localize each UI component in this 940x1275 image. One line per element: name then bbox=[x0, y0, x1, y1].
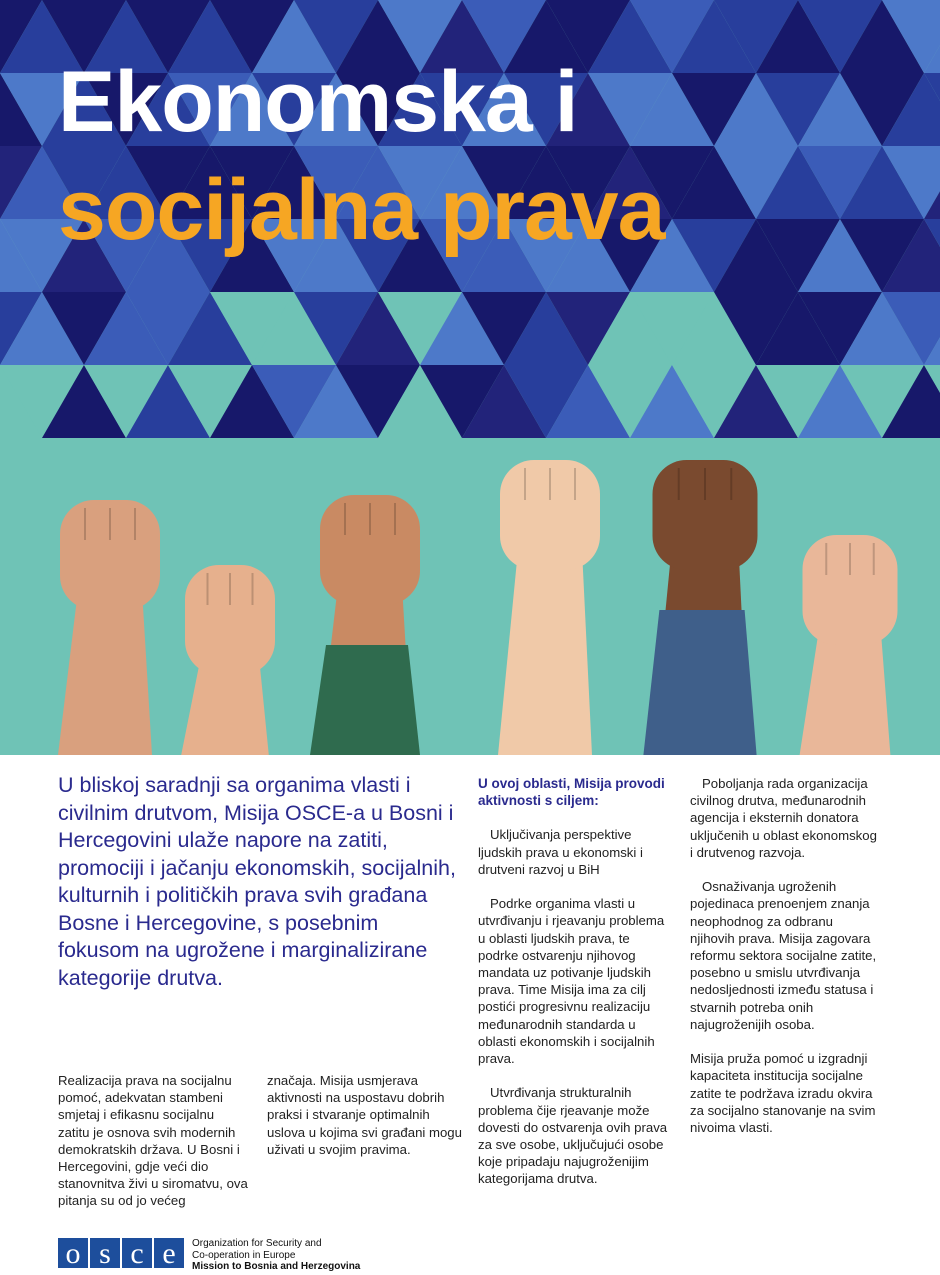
title-line-2: socijalna prava bbox=[58, 162, 665, 258]
logo-letter: s bbox=[90, 1238, 120, 1268]
lead-paragraph: U bliskoj saradnji sa organima vlasti i civilnim drutvom, Misija OSCE-a u Bosni i Hercegovini ulaže napore na zatiti, promociji i jačanju ekonomskih, socijalnih, kulturnih i političkih prava svih građana Bosne i Hercegovine, s posebnim fokusom na ugrožene i marginalizirane kategorije drutva. bbox=[58, 773, 456, 990]
title-line-1: Ekonomska i bbox=[58, 54, 578, 150]
activity-item: Podrke organima vlasti u utvrđivanju i rjeavanju problema u oblasti ljudskih prava, te podrke ostvarenju njihovog mandata uz potivanje ljudskih prava. Time Misija ima za cilj postići progresivnu realizaciju međunarodnih standarda u oblasti ekonomskih i socijalnih prava. bbox=[478, 896, 665, 1067]
activity-item: Osnaživanja ugroženih pojedinaca prenoenjem znanja neophodnog za odbranu njihovih prava. Misija zagovara reformu sektora socijalne zatite, posebno u smislu utvrđivanja nedosljednosti između statusa i stvarnih potreba onih najugroženijih osoba. bbox=[690, 879, 877, 1032]
sleeve bbox=[643, 610, 756, 755]
osce-footer bbox=[58, 1238, 360, 1274]
activities-column-2 bbox=[690, 775, 880, 1153]
activity-item: Uključivanja perspektive ljudskih prava u ekonomski i drutveni razvoj u BiH bbox=[478, 827, 643, 877]
activities-heading: U ovoj oblasti, Misija provodi aktivnosti s ciljem: bbox=[478, 776, 665, 809]
osce-logo bbox=[58, 1238, 186, 1268]
organization-name bbox=[192, 1238, 360, 1273]
activities-column-1 bbox=[478, 775, 668, 1205]
logo-letter: e bbox=[154, 1238, 184, 1268]
org-line-1: Organization for Security and bbox=[192, 1238, 322, 1249]
activity-item: Poboljanja rada organizacija civilnog drutva, međunarodnih agencija i eksternih donatora uključenih u oblast ekonomskog i drutvenog razvoja. bbox=[690, 776, 877, 860]
mission-name: Mission to Bosnia and Herzegovina bbox=[192, 1261, 361, 1272]
intro-text-2: značaja. Misija usmjerava aktivnosti na uspostavu dobrih praksi i stvaranje optimalnih uslova u kojima svi građani mogu uživati u svojim pravima. bbox=[267, 1073, 462, 1157]
sleeve bbox=[310, 645, 420, 755]
logo-letter: o bbox=[58, 1238, 88, 1268]
intro-column-1 bbox=[58, 1072, 248, 1227]
org-line-2: Co-operation in Europe bbox=[192, 1249, 296, 1261]
logo-letter: c bbox=[122, 1238, 152, 1268]
activity-item: Utvrđivanja strukturalnih problema čije rjeavanje može dovesti do ostvarenja ovih prava za sve osobe, uključujući osobe koje pripadaju najugroženijim kategorijama drutva. bbox=[478, 1085, 668, 1187]
intro-column-2 bbox=[267, 1072, 462, 1175]
intro-text-1: Realizacija prava na socijalnu pomoć, adekvatan stambeni smjetaj i efikasnu socijalnu zatitu je osnova svih modernih demokratskih država. U Bosni i Hercegovini, gdje veći dio stanovnitva živi u siromatvu, ova pitanja su od jo većeg bbox=[58, 1073, 248, 1209]
activity-item: Misija pruža pomoć u izgradnji kapaciteta institucija socijalne zatite te podržava izradu okvira za socijalno stanovanje na svim nivoima vlasti. bbox=[690, 1051, 876, 1136]
page-title bbox=[58, 48, 664, 264]
